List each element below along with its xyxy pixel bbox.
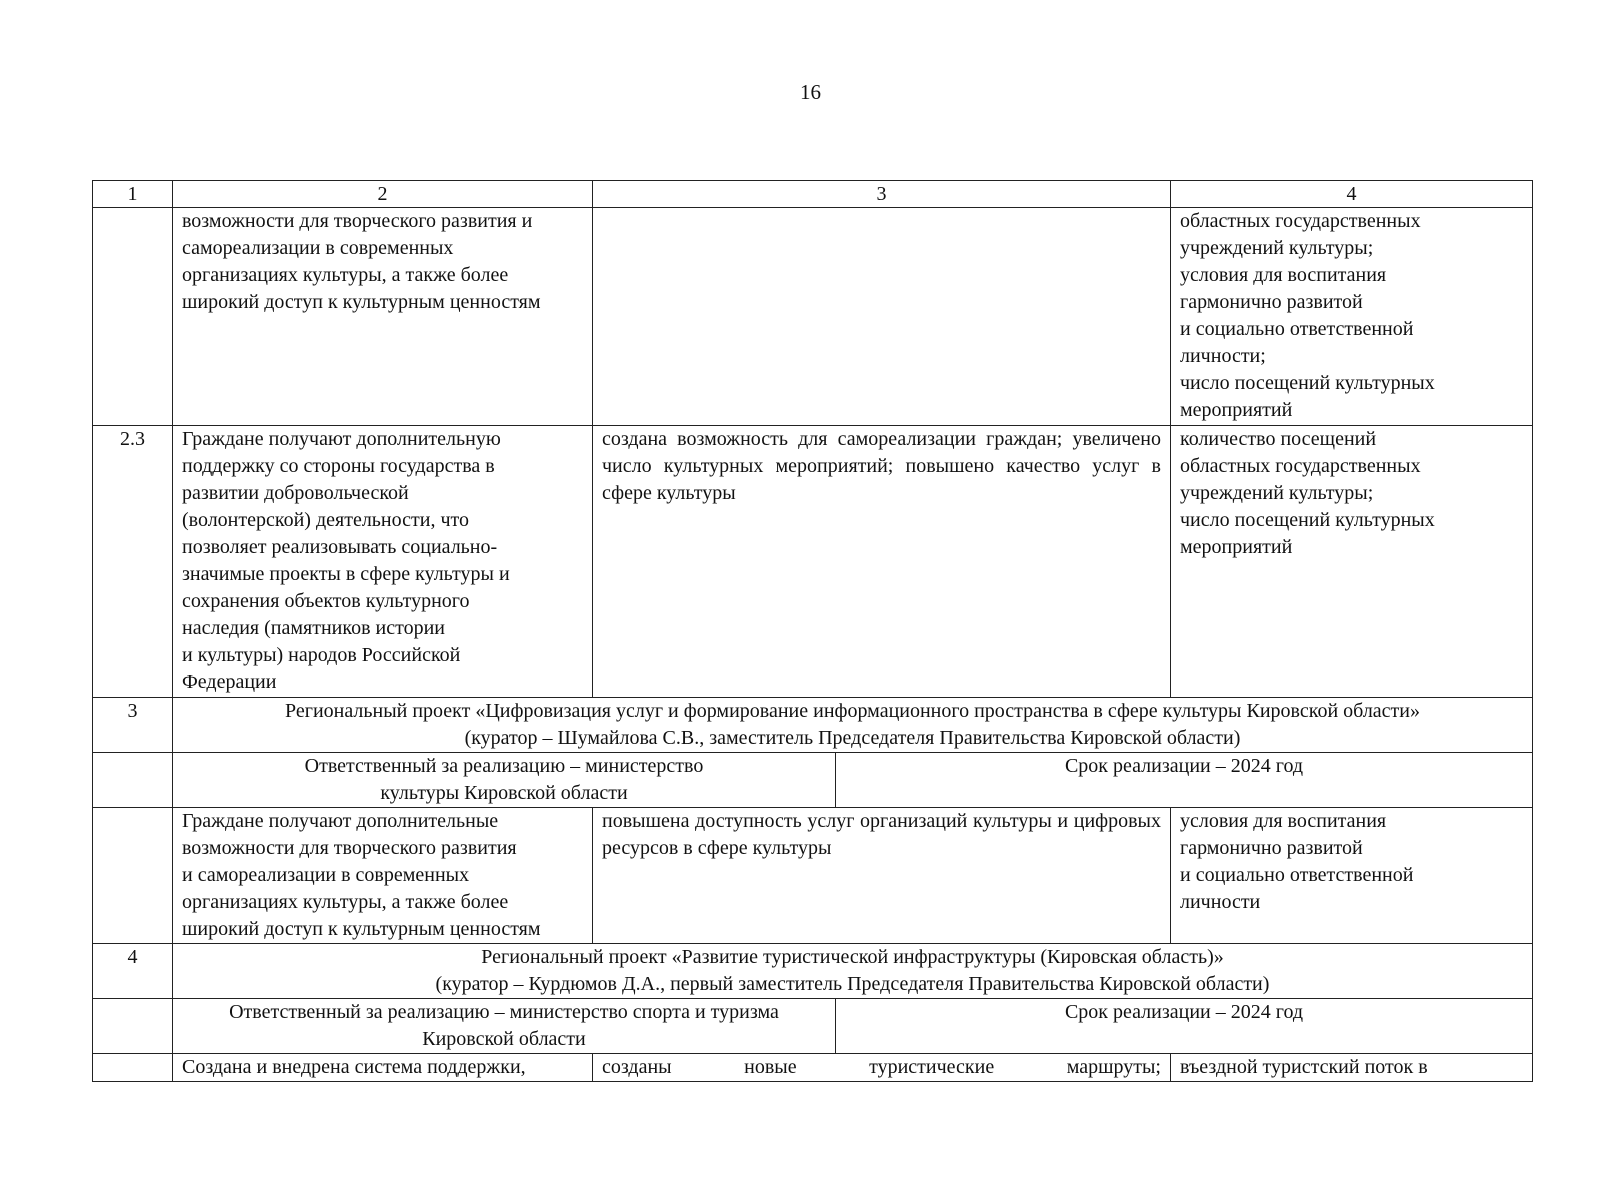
indicator-cell: въездной туристский поток в bbox=[1171, 1054, 1533, 1082]
table-header-row bbox=[93, 181, 1533, 208]
project-title-row bbox=[93, 944, 1533, 999]
result-cell: Граждане получают дополнительные возможности для творческого развития и самореализации в современных организациях культуры, а также более широкий доступ к культурным ценностям bbox=[173, 808, 593, 944]
table-row bbox=[93, 808, 1533, 944]
effect-cell: созданы новые туристические маршруты; bbox=[593, 1054, 1171, 1082]
project-meta-row bbox=[93, 753, 1533, 808]
indicator-cell: областных государственных учреждений культуры; условия для воспитания гармонично развитой и социально ответственной личности; число посещений культурных мероприятий bbox=[1171, 208, 1533, 426]
header-col-1: 1 bbox=[93, 181, 173, 208]
page-number: 16 bbox=[800, 80, 821, 104]
responsible-cell: Ответственный за реализацию – министерство культуры Кировской области bbox=[173, 753, 836, 808]
empty-cell bbox=[93, 999, 173, 1054]
indicator-cell: условия для воспитания гармонично развитой и социально ответственной личности bbox=[1171, 808, 1533, 944]
effect-cell bbox=[593, 208, 1171, 426]
result-cell: Граждане получают дополнительную поддержку со стороны государства в развитии добровольческой (волонтерской) деятельности, что позволяет реализовывать социально- значимые проекты в сфере культуры и сохранения объектов культурного наследия (памятников истории и культуры) народов Российской Федерации bbox=[173, 426, 593, 698]
term-cell: Срок реализации – 2024 год bbox=[836, 753, 1533, 808]
header-col-2: 2 bbox=[173, 181, 593, 208]
term-cell: Срок реализации – 2024 год bbox=[836, 999, 1533, 1054]
header-col-4: 4 bbox=[1171, 181, 1533, 208]
table-row bbox=[93, 1054, 1533, 1082]
row-number: 4 bbox=[93, 944, 173, 999]
header-col-3: 3 bbox=[593, 181, 1171, 208]
effect-cell: создана возможность для самореализации граждан; увеличено число культурных мероприятий; повышено качество услуг в сфере культуры bbox=[593, 426, 1171, 698]
project-meta-row bbox=[93, 999, 1533, 1054]
empty-cell bbox=[93, 753, 173, 808]
program-table bbox=[92, 180, 1533, 1082]
effect-cell: повышена доступность услуг организаций культуры и цифровых ресурсов в сфере культуры bbox=[593, 808, 1171, 944]
project-title: Региональный проект «Цифровизация услуг и формирование информационного пространства в сфере культуры Кировской области» (куратор – Шумайлова С.В., заместитель Председателя Правительства Кировской области) bbox=[173, 698, 1533, 753]
result-cell: возможности для творческого развития и самореализации в современных организациях культуры, а также более широкий доступ к культурным ценностям bbox=[173, 208, 593, 426]
row-number: 3 bbox=[93, 698, 173, 753]
empty-cell bbox=[93, 808, 173, 944]
table-row bbox=[93, 208, 1533, 426]
row-number bbox=[93, 208, 173, 426]
project-title-row bbox=[93, 698, 1533, 753]
result-cell: Создана и внедрена система поддержки, bbox=[173, 1054, 593, 1082]
indicator-cell: количество посещений областных государственных учреждений культуры; число посещений культурных мероприятий bbox=[1171, 426, 1533, 698]
project-title: Региональный проект «Развитие туристической инфраструктуры (Кировская область)» (куратор – Курдюмов Д.А., первый заместитель Председателя Правительства Кировской области) bbox=[173, 944, 1533, 999]
responsible-cell: Ответственный за реализацию – министерство спорта и туризма Кировской области bbox=[173, 999, 836, 1054]
empty-cell bbox=[93, 1054, 173, 1082]
row-number: 2.3 bbox=[93, 426, 173, 698]
table-row bbox=[93, 426, 1533, 698]
